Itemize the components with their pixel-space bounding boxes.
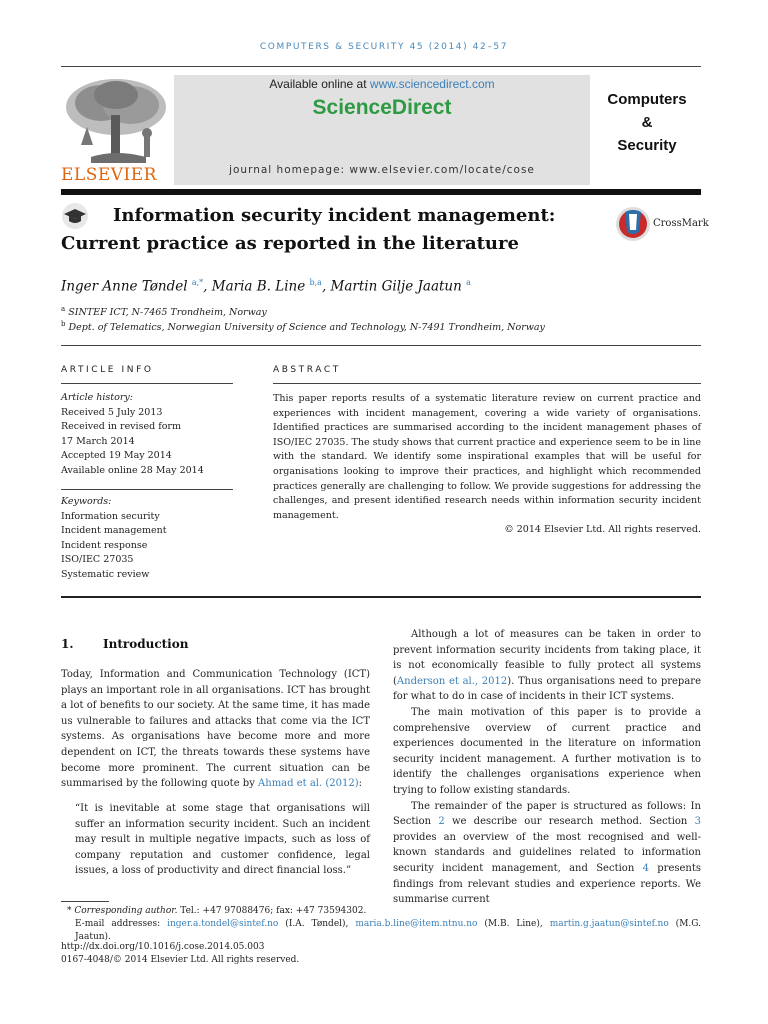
keyword: Information security (61, 510, 160, 522)
sciencedirect-link[interactable]: www.sciencedirect.com (369, 77, 495, 91)
footnote-rule (61, 901, 109, 902)
section-number: 1. (61, 637, 74, 651)
journal-homepage[interactable]: journal homepage: www.elsevier.com/locate/cose (229, 164, 535, 176)
abstract-body: This paper reports results of a systematic literature review on current practice and experiences with incident management, covering a wide variety of organisations. Identified practices are summarised according to the incident management phases of ISO/IEC 27035. The study shows that current practice and experience seem to be in line with the standard. We identify some inspirational examples that will be useful for organisations looking to improve their practices, and highlight which recommended practices generally are challenging to follow. We provide suggestions for addressing the challenges, and present identified research needs within information security incident management. (273, 393, 701, 521)
running-head: COMPUTERS & SECURITY 45 (2014) 42–57 (259, 42, 509, 52)
keywords-label: Keywords: (61, 496, 112, 507)
sciencedirect-logo: ScienceDirect (312, 96, 452, 119)
footnote-marker: * (67, 906, 75, 916)
crossmark-label: CrossMark (653, 218, 709, 229)
author-affiliation-marker[interactable]: a (466, 278, 471, 287)
corresponding-author-note (61, 905, 701, 918)
paragraph-text: : (358, 778, 362, 790)
keyword: Incident management (61, 525, 167, 537)
journal-title (592, 88, 702, 157)
author-name: Maria B. Line (211, 278, 306, 295)
divider (273, 383, 701, 384)
paragraph-text: provides an overview of the most recognised and well-known standards and guidelines related to information security incident management, and Section (393, 831, 701, 874)
block-quote: “It is inevitable at some stage that organisations will suffer an information security incident. Such an incident may result in multiple negative impacts, such as loss of company reputation and customer confidence, legal issues, a loss of productivity and direct financial loss.” (75, 803, 370, 877)
available-online (174, 77, 590, 91)
paragraph-text: The remainder of the paper is structured as follows: In Section (393, 800, 701, 828)
section-title: Introduction (103, 637, 189, 651)
keywords (61, 495, 233, 583)
affiliation-text: SINTEF ICT, N-7465 Trondheim, Norway (68, 307, 267, 319)
available-online-label: Available online at (269, 77, 370, 91)
divider (61, 383, 233, 384)
section-link[interactable]: 2 (438, 816, 445, 828)
citation-link[interactable]: Anderson et al., 2012 (396, 675, 508, 687)
sciencedirect-banner (174, 75, 590, 185)
paragraph-text: we describe our research method. Section (444, 816, 695, 828)
paragraph-text: presents findings from relevant studies and experience reports. We summarise current (393, 862, 702, 906)
issn-copyright: 0167-4048/© 2014 Elsevier Ltd. All rights reserved. (61, 955, 300, 965)
paragraph-text: The main motivation of this paper is to provide a comprehensive overview of current practice and experiences documented in the literature on information security incident management. A further motivation is to identify the challenges organisations experience when trying to follow existing standards. (393, 706, 701, 796)
right-column (393, 627, 701, 908)
affiliation (61, 305, 267, 318)
keyword: Incident response (61, 539, 148, 551)
journal-title-line1: Computers (607, 91, 687, 108)
author-list: Inger Anne Tøndel $^{a,*}$, Maria B. Line $^{b,a}$, Martin Gilje Jaatun $^a$ (61, 278, 471, 295)
title-line-2: Current practice as reported in the literature (61, 233, 519, 254)
affiliation-marker: a (61, 305, 66, 313)
publisher-name: ELSEVIER (61, 165, 157, 185)
history-item: Available online 28 May 2014 (61, 464, 204, 476)
article-info-label: ARTICLE INFO (61, 365, 154, 375)
history-item: Received in revised form (61, 421, 181, 433)
history-item: Received 5 July 2013 (61, 406, 163, 418)
left-column-paragraph (61, 667, 370, 792)
corresponding-author-label: Corresponding author. (74, 906, 178, 916)
email-owner: (M.G. Jaatun). (75, 919, 701, 942)
divider (61, 345, 701, 346)
top-rule (61, 66, 701, 67)
keyword: ISO/IEC 27035 (61, 554, 134, 566)
title-line-1: Information security incident management: (113, 205, 556, 226)
journal-title-line3: Security (617, 137, 677, 154)
abstract-copyright: © 2014 Elsevier Ltd. All rights reserved. (504, 524, 701, 536)
crossmark-button[interactable] (615, 206, 715, 242)
abstract (273, 392, 701, 538)
paragraph-text: Although a lot of measures can be taken in order to prevent information security incidents from taking place, it is not economically feasible to fully protect all systems ( (393, 629, 701, 687)
abstract-label: ABSTRACT (273, 365, 341, 375)
header-thick-rule (61, 189, 701, 195)
crossmark-icon (615, 206, 651, 242)
email-link[interactable]: inger.a.tondel@sintef.no (167, 919, 279, 929)
history-item: Accepted 19 May 2014 (61, 450, 172, 462)
email-owner: (I.A. Tøndel), (278, 919, 356, 929)
journal-title-line2: & (641, 114, 653, 131)
history-item: 17 March 2014 (61, 435, 135, 447)
author-affiliation-marker[interactable]: b,a (309, 278, 322, 287)
article-history-label: Article history: (61, 392, 133, 403)
email-link[interactable]: maria.b.line@item.ntnu.no (355, 919, 478, 929)
author-affiliation-marker[interactable]: a,* (191, 278, 204, 287)
email-label: E-mail addresses: (75, 919, 168, 929)
email-owner: (M.B. Line), (477, 919, 550, 929)
divider (61, 596, 701, 598)
author-name: Inger Anne Tøndel (61, 278, 188, 295)
email-link[interactable]: martin.g.jaatun@sintef.no (549, 919, 669, 929)
keyword: Systematic review (61, 568, 150, 580)
affiliation-text: Dept. of Telematics, Norwegian University of Science and Technology, N-7491 Trondheim, Norway (68, 322, 545, 334)
elsevier-tree-icon (61, 75, 171, 165)
citation-link[interactable]: Ahmad et al. (2012) (258, 778, 359, 790)
section-heading (61, 637, 188, 651)
elsevier-logo (61, 75, 171, 185)
paragraph-text: Today, Information and Communication Technology (ICT) plays an important role in all organisations. ICT has brought a lot of benefits to our society. At the same time, it has made us vulnerable to failures and attacks that come via the ICT systems. As organisations have become more and more dependent on ICT, the threats towards these systems have become more prominent. The current situation can be summarised by the following quote by (61, 669, 370, 790)
article-history (61, 391, 233, 479)
section-link[interactable]: 4 (642, 862, 649, 874)
contact-phone: Tel.: +47 97088476; fax: +47 73594302. (177, 906, 367, 916)
section-link[interactable]: 3 (694, 816, 701, 828)
affiliation-marker: b (61, 320, 66, 328)
article-title (61, 202, 581, 258)
affiliation (61, 320, 545, 333)
author-name: Martin Gilje Jaatun (330, 278, 462, 295)
divider (61, 489, 233, 490)
doi-link[interactable]: http://dx.doi.org/10.1016/j.cose.2014.05.003 (61, 942, 265, 952)
paragraph-text: ). Thus organisations need to prepare for what to do in case of incidents in their ICT systems. (393, 675, 701, 703)
